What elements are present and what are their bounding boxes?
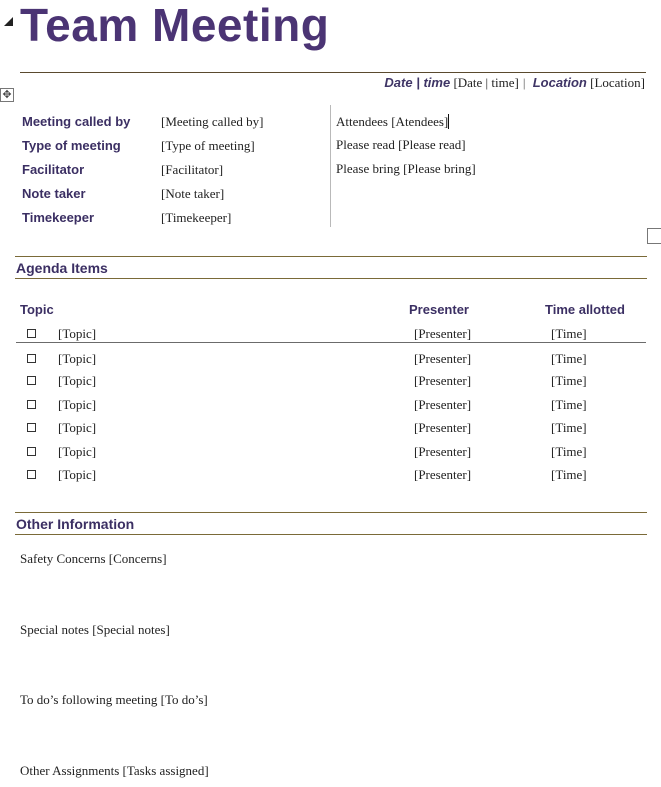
agenda-row [0,373,661,393]
agenda-row [0,397,661,417]
location-label: Location [532,75,587,90]
other-info-bottom-rule [15,534,647,535]
checkbox[interactable] [27,329,36,338]
attendees-field[interactable] [336,114,449,130]
topic-cell[interactable]: [Topic] [58,351,97,366]
topic-cell[interactable]: [Topic] [58,444,97,459]
topic-cell[interactable]: [Topic] [58,467,97,482]
note-taker-label: Note taker [22,186,86,201]
meeting-called-by-value[interactable]: [Meeting called by] [161,114,264,129]
agenda-heading: Agenda Items [16,260,108,276]
agenda-row [0,420,661,440]
date-location-line [384,75,645,91]
type-of-meeting-value[interactable]: [Type of meeting] [161,138,255,153]
facilitator-value[interactable]: [Facilitator] [161,162,224,177]
time-column-header: Time allotted [545,302,625,317]
presenter-cell[interactable]: [Presenter] [414,420,472,435]
attendees-text: Attendees [Atendees] [336,114,449,129]
facilitator-label: Facilitator [22,162,85,177]
checkbox[interactable] [27,376,36,385]
agenda-row [0,467,661,487]
presenter-cell[interactable]: [Presenter] [414,373,472,388]
other-info-heading: Other Information [16,516,135,532]
checkbox[interactable] [27,447,36,456]
agenda-top-rule [15,256,647,257]
text-cursor [448,114,449,129]
date-time-value[interactable]: [Date | time] [453,75,519,90]
timekeeper-label: Timekeeper [22,210,95,225]
time-cell[interactable]: [Time] [551,444,587,459]
safety-concerns-field[interactable]: Safety Concerns [Concerns] [20,551,167,566]
special-notes-field[interactable]: Special notes [Special notes] [20,622,170,637]
please-read-field[interactable]: Please read [Please read] [336,137,466,152]
time-cell[interactable]: [Time] [551,397,587,412]
please-bring-field[interactable]: Please bring [Please bring] [336,161,476,176]
location-value[interactable]: [Location] [590,75,645,90]
agenda-row [0,444,661,464]
time-cell[interactable]: [Time] [551,373,587,388]
topic-cell[interactable]: [Topic] [58,420,97,435]
table-move-handle-icon[interactable]: ✥ [0,88,14,102]
checkbox[interactable] [27,423,36,432]
presenter-cell[interactable]: [Presenter] [414,467,472,482]
collapse-triangle-icon[interactable] [4,17,13,26]
topic-cell[interactable]: [Topic] [58,397,97,412]
table-resize-handle[interactable] [647,228,661,244]
presenter-cell[interactable]: [Presenter] [414,397,472,412]
timekeeper-value[interactable]: [Timekeeper] [161,210,232,225]
date-time-label: Date | time [384,75,451,90]
column-divider [330,105,331,227]
other-assignments-field[interactable]: Other Assignments [Tasks assigned] [20,763,209,778]
checkbox[interactable] [27,470,36,479]
todos-field[interactable]: To do’s following meeting [To do’s] [20,692,208,707]
checkbox[interactable] [27,400,36,409]
presenter-cell[interactable]: [Presenter] [414,444,472,459]
document-title: Team Meeting [20,0,330,51]
topic-cell[interactable]: [Topic] [58,326,97,341]
time-cell[interactable]: [Time] [551,467,587,482]
agenda-row [0,326,661,346]
presenter-cell[interactable]: [Presenter] [414,326,472,341]
agenda-bottom-rule [15,278,647,279]
type-of-meeting-label: Type of meeting [22,138,121,153]
topic-column-header: Topic [20,302,54,317]
agenda-row [0,351,661,371]
presenter-column-header: Presenter [409,302,469,317]
time-cell[interactable]: [Time] [551,326,587,341]
title-divider [20,72,646,73]
time-cell[interactable]: [Time] [551,351,587,366]
time-cell[interactable]: [Time] [551,420,587,435]
checkbox[interactable] [27,354,36,363]
meeting-called-by-label: Meeting called by [22,114,131,129]
agenda-row-divider [16,342,646,343]
other-info-top-rule [15,512,647,513]
separator-bar: | [522,75,526,90]
topic-cell[interactable]: [Topic] [58,373,97,388]
presenter-cell[interactable]: [Presenter] [414,351,472,366]
note-taker-value[interactable]: [Note taker] [161,186,225,201]
